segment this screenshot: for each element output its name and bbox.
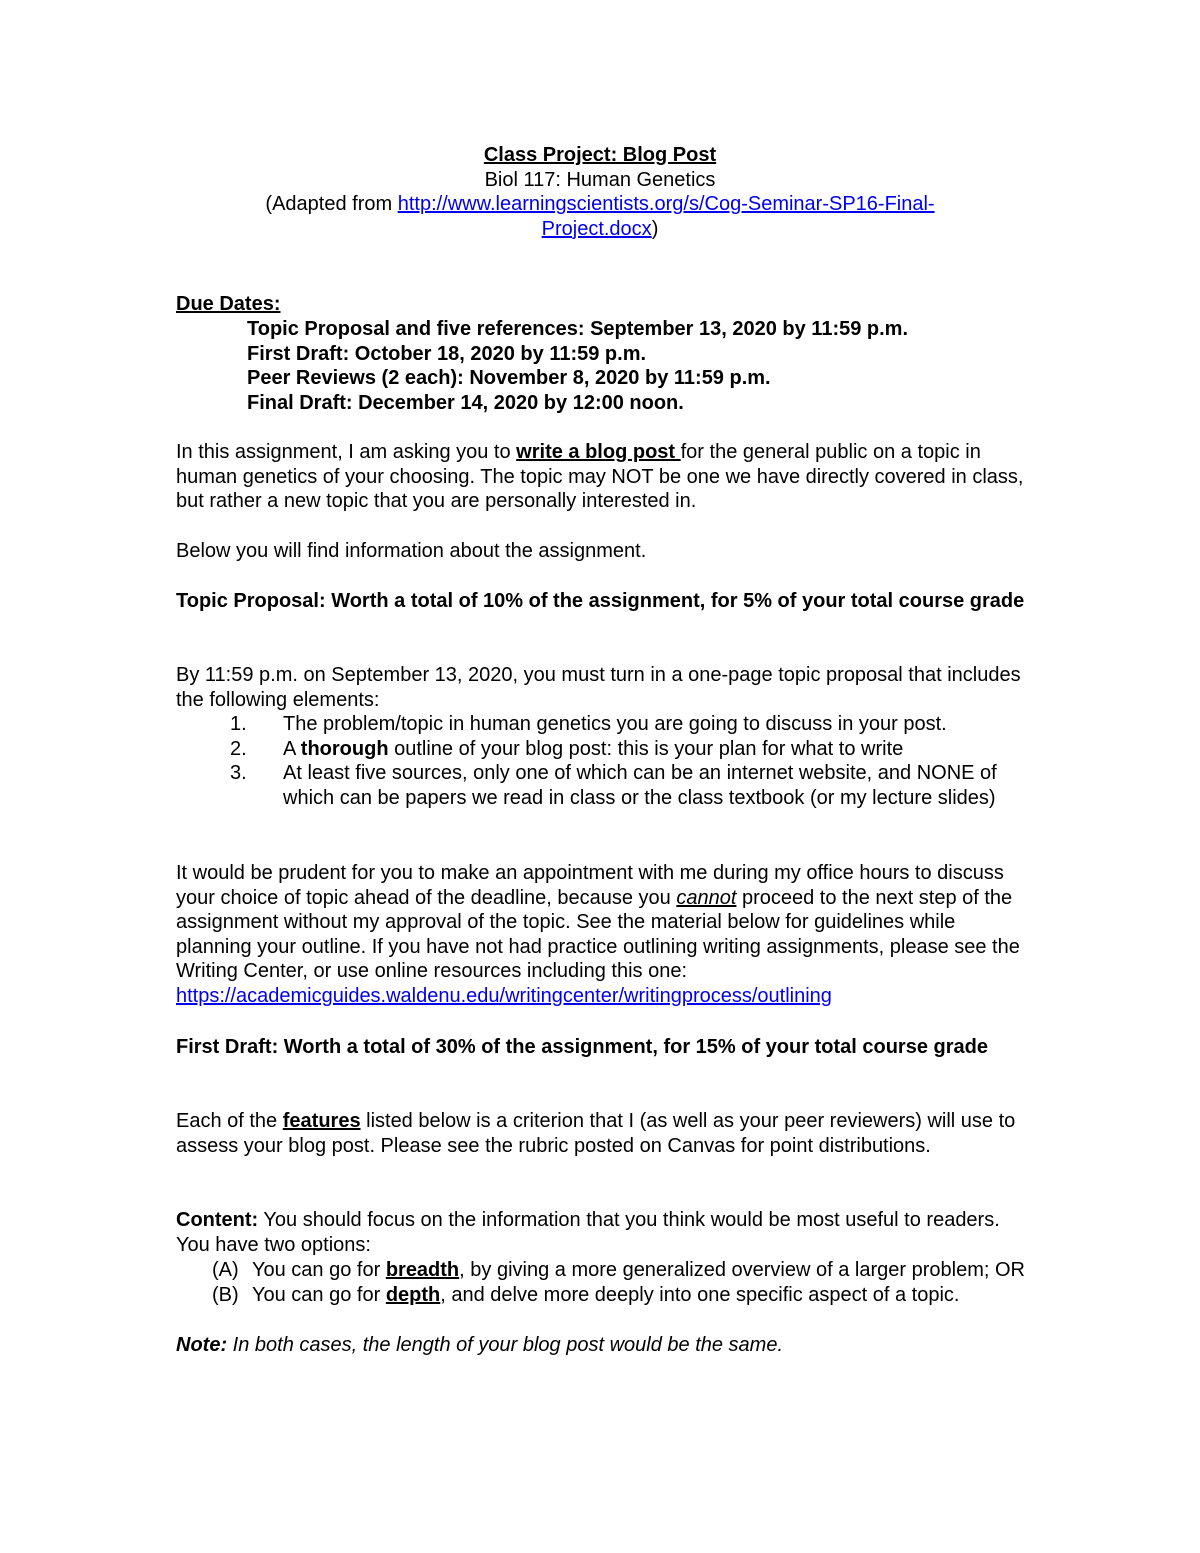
intro-paragraph: [176, 440, 1036, 514]
intro-text-start: In this assignment, I am asking you to: [176, 441, 517, 463]
topic-proposal-heading: [176, 589, 1036, 614]
option-letter: (A): [212, 1259, 239, 1281]
topic-proposal-intro: By 11:59 p.m. on September 13, 2020, you must turn in a one-page topic proposal that includes the following elements:: [176, 664, 1021, 711]
list-item: [230, 737, 1050, 762]
list-number: 2.: [230, 737, 247, 760]
list-item-text: A: [283, 737, 301, 760]
due-dates-heading: [176, 292, 1036, 317]
list-item-text: The problem/topic in human genetics you are going to discuss in your post.: [283, 713, 947, 735]
list-number: 3.: [230, 762, 247, 785]
first-draft-heading-text: First Draft: Worth a total of 30% of the assignment, for 15% of your total course grade: [176, 1036, 988, 1058]
content-options-list: [212, 1258, 1052, 1307]
intro-note: Below you will find information about the assignment.: [176, 540, 647, 562]
note-label: Note:: [176, 1334, 228, 1356]
option-text-end: , by giving a more generalized overview of a larger problem; OR: [459, 1259, 1025, 1281]
content-paragraph: [176, 1208, 1036, 1257]
document-header: [0, 143, 1200, 241]
outlining-resource-link[interactable]: https://academicguides.waldenu.edu/writingcenter/writingprocess/outlining: [176, 984, 832, 1007]
intro-text-end: for the general public on a topic in human genetics of your choosing. The topic may NOT be one we have directly covered in class, but rather a new topic that you are personally interested in.: [176, 441, 1024, 513]
page-title: Class Project: Blog Post: [483, 144, 717, 166]
list-number: 1.: [230, 713, 247, 735]
due-date-topic-proposal: Topic Proposal and five references: September 13, 2020 by 11:59 p.m.: [247, 318, 909, 340]
intro-emphasis: write a blog post: [516, 441, 681, 463]
advice-emphasis: cannot: [676, 886, 737, 909]
adapted-prefix: (Adapted from: [265, 193, 398, 216]
advice-text-end: proceed to the next step of the assignment without my approval of the topic. See the material below for guidelines while planning your outline. If you have not had practice outlining writing assignments, please see the Writing Center, or use online resources including this one:: [176, 886, 1020, 983]
list-item: [212, 1283, 1052, 1308]
note-paragraph: [176, 1333, 1036, 1358]
features-paragraph: [176, 1109, 1036, 1158]
option-emphasis: breadth: [385, 1259, 460, 1281]
due-dates-heading-text: Due Dates:: [176, 293, 281, 315]
due-date-final-draft: Final Draft: December 14, 2020 by 12:00 noon.: [247, 391, 684, 414]
list-item-text: At least five sources, only one of which can be an internet website, and NONE of which can be papers we read in class or the class textbook (or my lecture slides): [283, 762, 997, 809]
list-item: [230, 761, 1050, 810]
adapted-from-line: [0, 192, 1200, 217]
advice-text-start: It would be prudent for you to make an appointment with me during my office hours to discuss your choice of topic ahead of the deadline, because you: [176, 862, 1004, 909]
option-letter: (B): [212, 1283, 239, 1306]
source-link-continued[interactable]: Project.docx: [541, 217, 652, 240]
due-date-peer-reviews: Peer Reviews (2 each): November 8, 2020 by 11:59 p.m.: [247, 367, 771, 390]
adapted-from-line-2: [0, 217, 1200, 242]
features-emphasis: features: [282, 1110, 361, 1132]
list-item: [230, 712, 1050, 737]
source-link[interactable]: http://www.learningscientists.org/s/Cog-Seminar-SP16-Final-: [397, 193, 935, 216]
due-dates-list: [247, 317, 1107, 415]
topic-proposal-heading-text: Topic Proposal: Worth a total of 10% of the assignment, for 5% of your total course grade: [176, 590, 1025, 612]
advice-paragraph: [176, 861, 1036, 1009]
content-label: Content:: [176, 1209, 259, 1231]
list-item: [212, 1258, 1052, 1283]
option-text-end: , and delve more deeply into one specific aspect of a topic.: [440, 1283, 960, 1306]
features-text-end: listed below is a criterion that I (as well as your peer reviewers) will use to assess your blog post. Please see the rubric posted on Canvas for point distributions.: [176, 1110, 1016, 1157]
note-text: In both cases, the length of your blog post would be the same.: [227, 1334, 784, 1356]
content-text: You should focus on the information that you think would be most useful to readers. You have two options:: [176, 1209, 1000, 1256]
course-name: Biol 117: Human Genetics: [484, 168, 716, 191]
adapted-suffix: ): [651, 217, 659, 240]
features-text-start: Each of the: [176, 1110, 283, 1132]
first-draft-heading: [176, 1035, 1036, 1060]
option-text: You can go for: [252, 1283, 386, 1306]
due-date-first-draft: First Draft: October 18, 2020 by 11:59 p.m.: [247, 342, 647, 365]
list-item-emphasis: thorough: [300, 737, 389, 760]
topic-proposal-elements-list: [230, 712, 1050, 810]
list-item-text-end: outline of your blog post: this is your plan for what to write: [388, 737, 904, 760]
option-emphasis: depth: [385, 1283, 441, 1306]
option-text: You can go for: [252, 1259, 386, 1281]
